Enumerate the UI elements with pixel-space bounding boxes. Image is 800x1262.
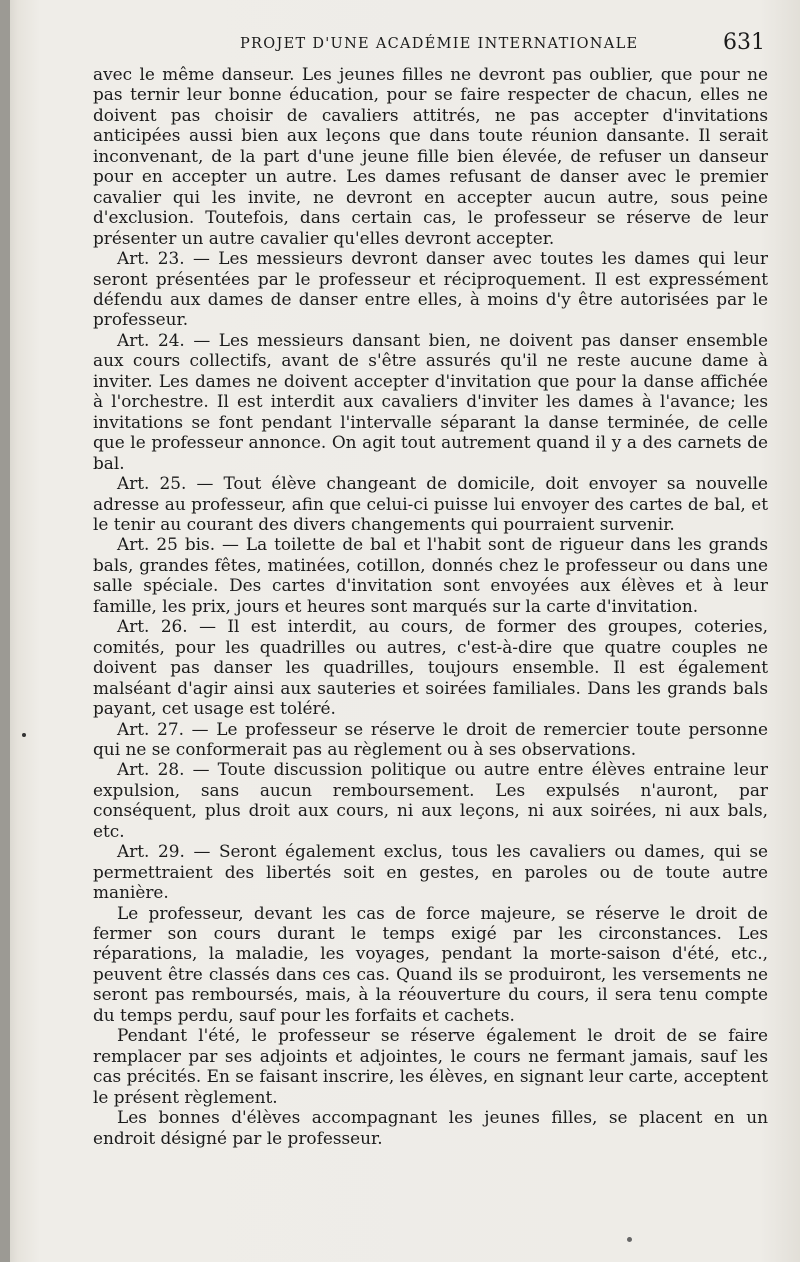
paragraph: avec le même danseur. Les jeunes filles ne devront pas oublier, que pour ne pas ternir leur bonne éducation, pour se faire respecter de chacun, elles ne doivent pas choisir de cavaliers attitrés, ne pas accepter d'invitations anticipées aussi bien aux leçons que dans toute réunion dansante. Il serait inconvenant, de la part d'une jeune fille bien élevée, de refuser un danseur pour en accepter un autre. Les dames refusant de danser avec le premier cavalier qui les invite, ne devront en accepter aucun autre, sous peine d'exclusion. Toutefois, dans certain cas, le professeur se réserve de leur présenter un autre cavalier qu'elles devront accepter. <box>93 64 768 248</box>
paper-speck <box>627 1237 632 1242</box>
article-27: Art. 27. — Le professeur se réserve le droit de remercier toute personne qui ne se conformerait pas au règlement ou à ses observations. <box>93 718 768 759</box>
article-24: Art. 24. — Les messieurs dansant bien, ne doivent pas danser ensemble aux cours collectifs, avant de s'être assurés qu'il ne reste aucune dame à inviter. Les dames ne doivent accepter d'invitation que pour la danse affichée à l'orchestre. Il est interdit aux cavaliers d'inviter les dames à l'avance; les invitations se font pendant l'intervalle séparant la danse terminée, de celle que le professeur annonce. On agit tout autrement quand il y a des carnets de bal. <box>93 329 768 473</box>
paragraph-force-majeure: Le professeur, devant les cas de force majeure, se réserve le droit de fermer son cours durant le temps exigé par les circonstances. Les réparations, la maladie, les voyages, pendant la morte-saison d'été, etc., peuvent être classés dans ces cas. Quand ils se produiront, les versements ne seront pas remboursés, mais, à la réouverture du cours, il sera tenu compte du temps perdu, sauf pour les forfaits et cachets. <box>93 902 768 1025</box>
article-23: Art. 23. — Les messieurs devront danser avec toutes les dames qui leur seront présentées par le professeur et réciproquement. Il est expressément défendu aux dames de danser entre elles, à moins d'y être autorisées par le professeur. <box>93 248 768 330</box>
article-29: Art. 29. — Seront également exclus, tous les cavaliers ou dames, qui se permettraient des libertés soit en gestes, en paroles ou de toute autre manière. <box>93 841 768 903</box>
running-title: PROJET D'UNE ACADÉMIE INTERNATIONALE <box>240 36 639 52</box>
margin-mark <box>22 733 26 737</box>
article-28: Art. 28. — Toute discussion politique ou autre entre élèves entraine leur expulsion, sans aucun remboursement. Les expulsés n'auront, par conséquent, plus droit aux cours, ni aux leçons, ni aux soirées, ni aux bals, etc. <box>93 759 768 841</box>
article-26: Art. 26. — Il est interdit, au cours, de former des groupes, coteries, comités, pour les quadrilles ou autres, c'est-à-dire que quatre couples ne doivent pas danser les quadrilles, toujours ensemble. Il est également malséant d'agir ainsi aux sauteries et soirées familiales. Dans les grands bals payant, cet usage est toléré. <box>93 616 768 719</box>
article-25: Art. 25. — Tout élève changeant de domicile, doit envoyer sa nouvelle adresse au professeur, afin que celui-ci puisse lui envoyer des cartes de bal, et le tenir au courant des divers changements qui pourraient survenir. <box>93 473 768 534</box>
page-number: 631 <box>723 30 765 55</box>
page-gutter <box>0 0 10 1262</box>
article-25-bis: Art. 25 bis. — La toilette de bal et l'habit sont de rigueur dans les grands bals, grandes fêtes, matinées, cotillon, donnés chez le professeur ou dans une salle spéciale. Des cartes d'invitation sont envoyées aux élèves et à leur famille, les prix, jours et heures sont marqués sur la carte d'invitation. <box>93 534 768 616</box>
body-text <box>93 64 768 1148</box>
page-header <box>90 30 765 60</box>
paragraph-maids: Les bonnes d'élèves accompagnant les jeunes filles, se placent en un endroit désigné par le professeur. <box>93 1107 768 1148</box>
paragraph-summer: Pendant l'été, le professeur se réserve également le droit de se faire remplacer par ses adjoints et adjointes, le cours ne fermant jamais, sauf les cas précités. En se faisant inscrire, les élèves, en signant leur carte, acceptent le présent règlement. <box>93 1025 768 1107</box>
